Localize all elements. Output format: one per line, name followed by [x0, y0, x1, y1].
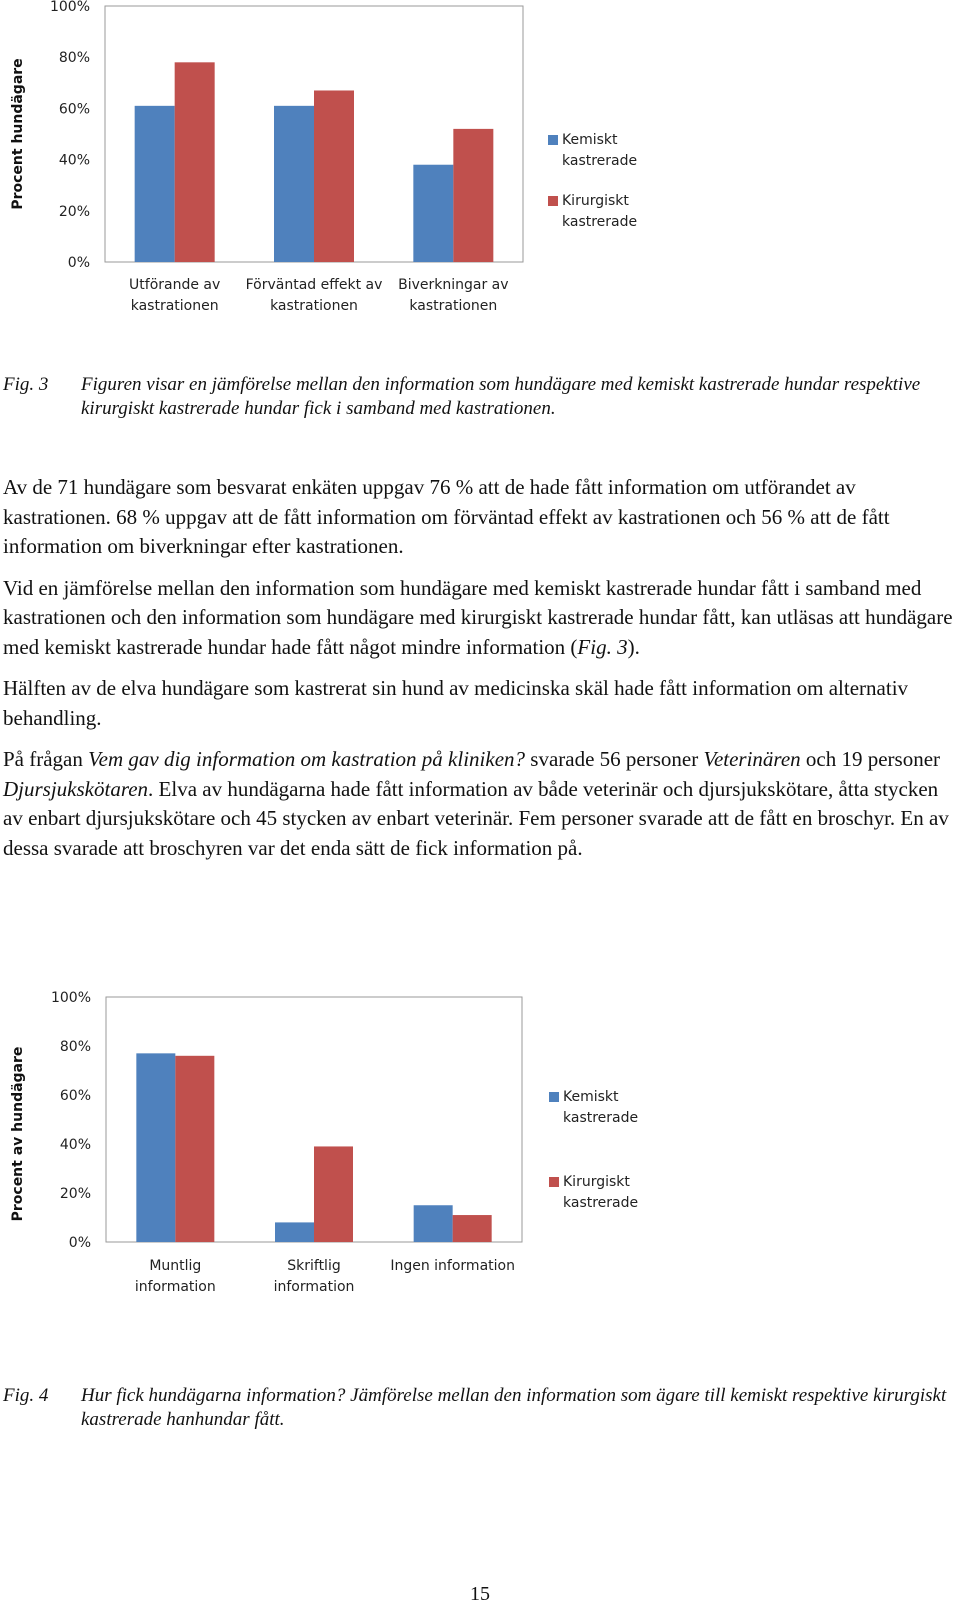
y-tick-label: 100%	[50, 990, 91, 1006]
figure-4-caption	[3, 1384, 953, 1432]
paragraph-4-djursjukskotaren: Djursjukskötaren	[3, 776, 149, 801]
legend-label-line: kastrerade	[563, 1195, 639, 1211]
y-tick-label: 0%	[68, 1235, 91, 1251]
legend-label	[563, 1174, 638, 1211]
y-tick-label: 80%	[58, 50, 90, 67]
bar	[136, 1053, 175, 1242]
paragraph-4-g: . Elva av hundägarna hade fått information av både veterinär och djursjukskötare, åtta stycken av enbart djursjukskötare och 45 stycken av enbart veterinär. Fem personer svarade att de fått en broschyr. En av dessa svarade att broschyren var det enda sätt de fick information på.	[3, 776, 949, 860]
y-tick-label: 60%	[58, 101, 90, 118]
paragraph-4-e: och 19 personer	[800, 747, 941, 771]
figure-3-number: Fig. 3	[3, 374, 49, 395]
paragraph-4-c: svarade 56 personer	[525, 747, 704, 771]
bar	[453, 1215, 492, 1242]
y-tick-label: 40%	[59, 1137, 91, 1153]
legend-label-line: kastrerade	[562, 214, 638, 230]
y-tick-label: 20%	[58, 203, 90, 220]
bar	[175, 62, 215, 262]
legend-swatch	[549, 1092, 559, 1102]
paragraph-2-end: ).	[627, 634, 640, 659]
x-category-label	[129, 277, 220, 314]
x-category-label-line: Utförande av	[129, 277, 221, 293]
figure-3-chart	[0, 0, 960, 330]
bar	[135, 106, 175, 262]
body-text	[3, 473, 953, 875]
figure-3-caption	[3, 373, 953, 421]
legend-label-line: Kemiskt	[563, 1089, 619, 1105]
y-tick-label: 20%	[59, 1186, 91, 1202]
figure-4-text: Hur fick hundägarna information? Jämförelse mellan den information som ägare till kemiskt respektive kirurgiskt kastrerade hanhundar fått.	[81, 1385, 947, 1430]
x-category-label-line: information	[134, 1279, 216, 1295]
x-category-label	[135, 1258, 216, 1295]
legend-label-line: kastrerade	[563, 1110, 639, 1126]
bar	[274, 106, 314, 262]
x-category-label-line: kastrationen	[270, 298, 358, 314]
page-number: 15	[470, 1583, 490, 1605]
legend-swatch	[548, 196, 558, 206]
figure-4-chart	[0, 975, 960, 1315]
paragraph-2-text: Vid en jämförelse mellan den information som hundägare med kemiskt kastrerade hundar fått i samband med kastrationen och den information som hundägare med kirurgiskt kastrerade hundar fått, kan utläsas att hundägare med kemiskt kastrerade hundar hade fått något mindre information (	[3, 575, 953, 659]
x-category-label-line: Muntlig	[149, 1258, 202, 1274]
bar	[414, 1205, 453, 1242]
bar	[275, 1222, 314, 1242]
paragraph-2	[3, 574, 953, 663]
x-category-label	[398, 277, 508, 314]
figure-4-svg	[0, 975, 960, 1315]
paragraph-2-fig-ref: Fig. 3	[577, 634, 628, 659]
legend-label-line: Kirurgiskt	[562, 193, 629, 209]
y-axis-title: Procent av hundägare	[10, 1046, 26, 1222]
paragraph-3: Hälften av de elva hundägare som kastrerat sin hund av medicinska skäl hade fått information om alternativ behandling.	[3, 676, 909, 730]
x-category-label-line: Biverkningar av	[398, 277, 509, 293]
x-category-label-line: Ingen information	[390, 1258, 515, 1274]
paragraph-4-veterinaren: Veterinären	[703, 747, 801, 771]
bar	[453, 129, 493, 262]
paragraph-4-a: På frågan	[3, 747, 89, 771]
figure-3-text: Figuren visar en jämförelse mellan den information som hundägare med kemiskt kastrerade hundar respektive kirurgiskt kastrerade hundar fick i samband med kastrationen.	[81, 374, 921, 419]
bar	[314, 90, 354, 262]
x-category-label-line: information	[273, 1279, 355, 1295]
legend-label	[563, 1089, 638, 1126]
x-category-label-line: kastrationen	[409, 298, 498, 314]
x-category-label-line: Skriftlig	[287, 1258, 341, 1274]
x-category-label-line: Förväntad effekt av	[245, 277, 383, 293]
paragraph-4	[3, 745, 953, 863]
x-category-label-line: kastrationen	[130, 298, 219, 314]
y-tick-label: 100%	[49, 0, 90, 15]
legend-swatch	[548, 135, 558, 145]
legend-label-line: Kemiskt	[562, 132, 618, 148]
paragraph-4-question: Vem gav dig information om kastration på kliniken?	[88, 747, 526, 771]
bar	[175, 1056, 214, 1242]
y-axis-title: Procent hundägare	[10, 58, 26, 210]
y-tick-label: 0%	[67, 255, 90, 271]
legend-label	[562, 132, 637, 169]
x-category-label	[390, 1258, 515, 1274]
legend-swatch	[549, 1177, 559, 1187]
y-tick-label: 80%	[59, 1039, 91, 1055]
bar	[413, 165, 453, 262]
figure-4-number: Fig. 4	[3, 1385, 49, 1406]
y-tick-label: 40%	[58, 152, 90, 169]
x-category-label	[246, 277, 383, 314]
bar	[314, 1146, 353, 1242]
legend-label	[562, 193, 637, 230]
legend-label-line: Kirurgiskt	[563, 1174, 630, 1190]
x-category-label	[274, 1258, 355, 1295]
figure-3-svg	[0, 0, 960, 330]
legend-label-line: kastrerade	[562, 153, 638, 169]
y-tick-label: 60%	[59, 1088, 91, 1104]
paragraph-1: Av de 71 hundägare som besvarat enkäten uppgav 76 % att de hade fått information om utförandet av kastrationen. 68 % uppgav att de fått information om förväntad effekt av kastrationen och 56 % att de fått information om biverkningar efter kastrationen.	[3, 475, 890, 558]
